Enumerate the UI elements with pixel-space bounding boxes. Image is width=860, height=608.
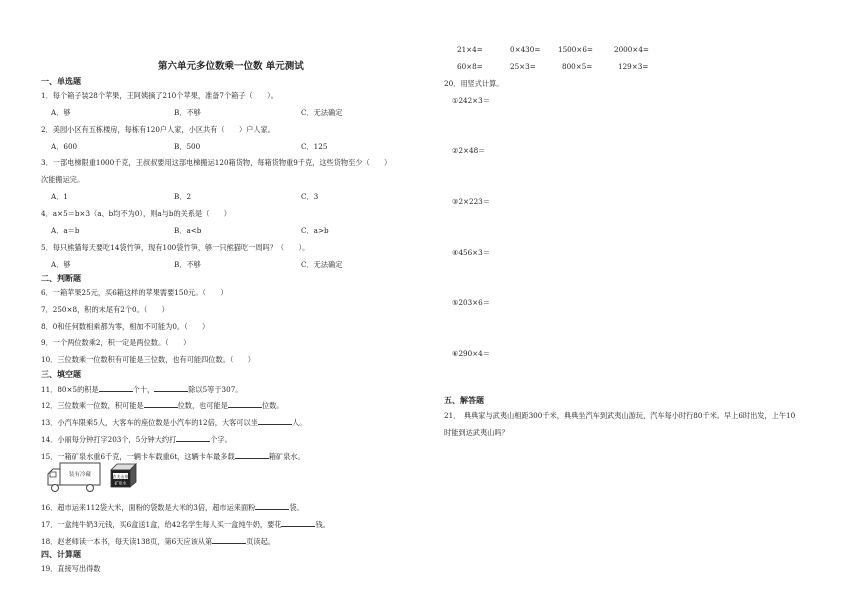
question-14: 14．小丽每分钟打字203个，5分钟大约打 个字。 — [41, 435, 232, 444]
question-8: 8．0和任何数相乘都为零，相加不可能为0。（ ） — [41, 322, 210, 331]
question-12: 12．三位数乘一位数，积可能是 位数，也可能是 位数。 — [41, 401, 284, 410]
vertical-calc-3: ③2×223＝ — [452, 197, 490, 206]
oral-calc-5: 60×8= — [457, 62, 483, 71]
question-2-option-c: C．125 — [301, 142, 328, 151]
truck-label: 装有冷藏 — [68, 472, 92, 478]
question-17: 17．一盒纯牛奶3元钱，买6盒送1盒，给42名学生每人买一盒纯牛奶，要花 钱。 — [41, 520, 330, 529]
vertical-calc-1: ①242×3＝ — [452, 96, 490, 105]
section-heading-fill-blank: 三、填空题 — [41, 370, 81, 379]
answer-blank[interactable] — [281, 519, 315, 527]
question-11: 11．80×5的积是 个十， 除以5等于307。 — [41, 385, 243, 394]
question-18: 18．赵老师读一本书，每天读138页，第6天应该从第 页读起。 — [41, 537, 275, 546]
question-1-option-a: A．够 — [51, 108, 71, 117]
question-4-option-b: B．a<b — [174, 226, 202, 235]
answer-blank[interactable] — [255, 502, 289, 510]
question-5-option-b: B．不够 — [174, 260, 201, 269]
truck-icon — [46, 460, 102, 494]
question-20: 20．用竖式计算。 — [444, 79, 504, 88]
oral-calc-3: 1500×6= — [558, 45, 593, 54]
question-2-stem: 2．美园小区有五栋楼房，每栋有120户人家，小区共有（ ）户人家。 — [41, 125, 275, 134]
oral-calc-6: 25×3= — [510, 62, 536, 71]
answer-blank[interactable] — [212, 536, 246, 544]
answer-blank[interactable] — [235, 451, 269, 459]
question-3-stem-cont: 次能搬运完。 — [41, 175, 85, 184]
box-label-product: 矿泉水 — [114, 480, 127, 486]
vertical-calc-4: ④456×3＝ — [452, 248, 490, 257]
question-16: 16．超市运来112袋大米，面粉的袋数是大米的3倍，超市运来面粉 袋。 — [41, 503, 304, 512]
question-6: 6．一箱苹果25元，买6箱这样的苹果需要150元。（ ） — [41, 288, 228, 297]
answer-blank[interactable] — [176, 434, 210, 442]
question-4-option-c: C．a>b — [301, 226, 329, 235]
question-19: 19．直接写出得数 — [41, 564, 101, 573]
box-label-brand: 农夫山泉 — [112, 473, 129, 479]
question-21-cont: 时能到达武夷山吗？ — [444, 428, 509, 437]
answer-blank[interactable] — [144, 400, 178, 408]
section-heading-single-choice: 一、单选题 — [41, 77, 81, 86]
vertical-calc-5: ⑤203×6＝ — [452, 298, 490, 307]
answer-blank[interactable] — [228, 400, 262, 408]
question-2-option-b: B．500 — [174, 142, 201, 151]
question-5-option-a: A．够 — [51, 260, 71, 269]
question-3-stem: 3．一部电梯限重1000千克，王叔叔要用这部电梯搬运120箱货物，每箱货物重9千克，这些货物至少（ ） — [41, 158, 392, 167]
question-10: 10．三位数乘一位数积有可能是三位数，也有可能四位数。（ ） — [41, 355, 255, 364]
question-1-option-c: C．无法确定 — [301, 108, 343, 117]
oral-calc-7: 800×5= — [562, 62, 593, 71]
question-1-stem: 1．每个箱子装28个苹果，王阿姨摘了210个苹果，准备7个箱子（ ）。 — [41, 91, 278, 100]
question-4-stem: 4．a×5＝b×3（a、b均不为0），则a与b的关系是（ ） — [41, 209, 231, 218]
water-box-icon — [108, 462, 138, 488]
question-4-option-a: A．a＝b — [51, 226, 80, 235]
answer-blank[interactable] — [154, 384, 188, 392]
oral-calc-2: 0×430= — [510, 45, 541, 54]
question-21: 21． 典典家与武夷山相距300千米，典典坐汽车到武夷山游玩，汽车每小时行80千米。早上6时出发，上午10 — [444, 411, 796, 420]
question-3-option-a: A．1 — [51, 192, 68, 201]
question-1-option-b: B．不够 — [174, 108, 201, 117]
answer-blank[interactable] — [258, 417, 292, 425]
question-5-option-c: C．无法确定 — [301, 260, 343, 269]
oral-calc-8: 129×3= — [618, 62, 649, 71]
question-15: 15．一箱矿泉水重6千克，一辆卡车载重6t，这辆卡车最多载 箱矿泉水。 — [41, 452, 305, 461]
question-13: 13．小汽车限乘5人，大客车的座位数是小汽车的12倍，大客可以坐 人。 — [41, 418, 307, 427]
question-3-option-b: B．2 — [174, 192, 192, 201]
section-heading-true-false: 二、判断题 — [41, 274, 81, 283]
page-title: 第六单元多位数乘一位数 单元测试 — [158, 61, 304, 72]
oral-calc-4: 2000×4= — [614, 45, 649, 54]
question-2-option-a: A．600 — [51, 142, 78, 151]
vertical-calc-2: ②2×48＝ — [452, 146, 486, 155]
vertical-calc-6: ⑥290×4＝ — [452, 349, 490, 358]
question-9: 9．一个两位数乘2，积一定是两位数。（ ） — [41, 338, 191, 347]
answer-blank[interactable] — [99, 384, 133, 392]
question-5-stem: 5．每只熊猫每天要吃14袋竹笋，现有100袋竹笋，够一只熊猫吃一周吗？（ ）。 — [41, 243, 310, 252]
oral-calc-1: 21×4= — [457, 45, 483, 54]
question-3-option-c: C．3 — [301, 192, 319, 201]
section-heading-word-problems: 五、解答题 — [444, 396, 484, 405]
section-heading-calculation: 四、计算题 — [41, 550, 81, 559]
question-7: 7．250×8，积的末尾有2个0。（ ） — [41, 305, 169, 314]
